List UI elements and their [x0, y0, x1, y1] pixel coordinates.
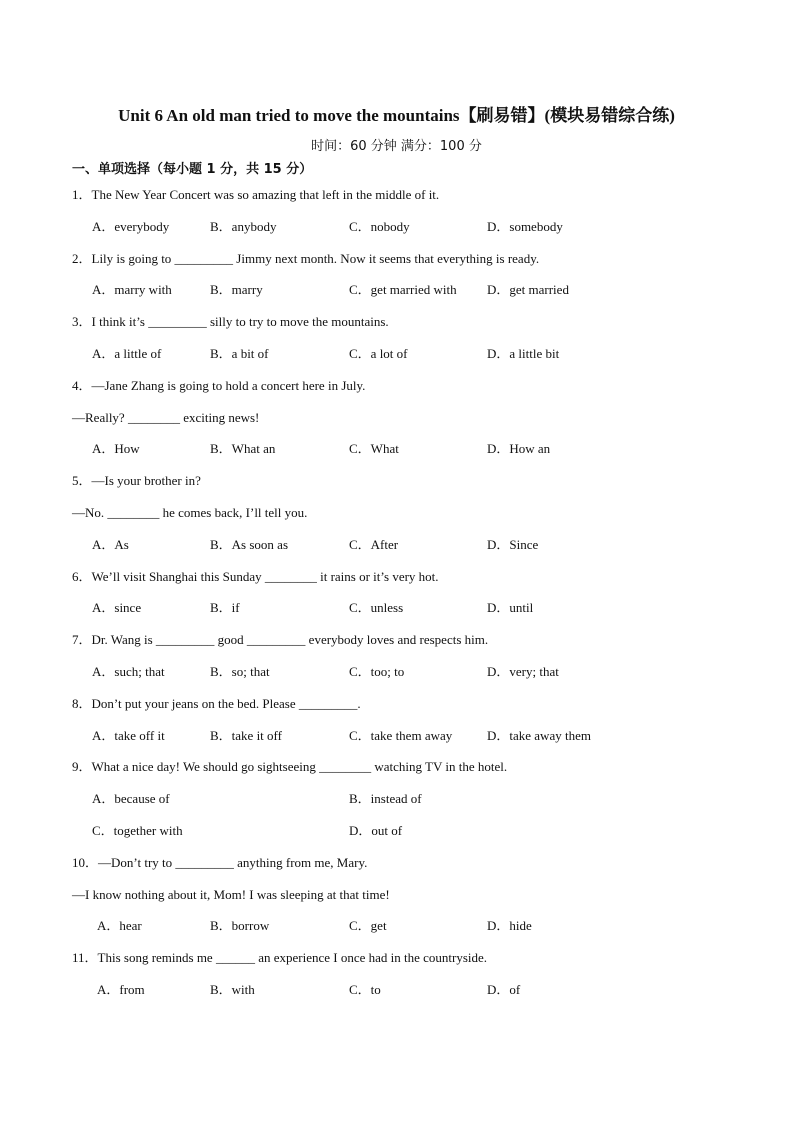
- option-b[interactable]: B．marry: [210, 282, 263, 298]
- question-stem: 1．The New Year Concert was so amazing that left in the middle of it.: [72, 187, 440, 202]
- option-c[interactable]: C．too; to: [349, 664, 405, 679]
- option-c[interactable]: C．together with: [92, 823, 183, 838]
- option-c[interactable]: C．What: [349, 441, 399, 457]
- option-c[interactable]: C．a lot of: [349, 346, 408, 361]
- option-a[interactable]: A．As: [92, 536, 129, 552]
- option-a[interactable]: A．since: [92, 600, 142, 616]
- question-stem: 3．I think it’s _________ silly to try to move the mountains.: [72, 314, 389, 330]
- option-d[interactable]: D．very; that: [487, 664, 559, 679]
- option-b[interactable]: B．instead of: [349, 791, 422, 807]
- question-dialogue-line: —I know nothing about it, Mom! I was sleeping at that time!: [72, 886, 390, 902]
- option-c[interactable]: C．After: [349, 536, 399, 552]
- option-a[interactable]: A．such; that: [92, 664, 165, 679]
- option-b[interactable]: B．What an: [210, 441, 276, 457]
- worksheet-title: Unit 6 An old man tried to move the mountains【刷易错】(模块易错综合练): [118, 106, 675, 125]
- question-stem: 11．This song reminds me ______ an experience I once had in the countryside.: [72, 950, 488, 966]
- option-c[interactable]: C．get: [349, 918, 387, 934]
- option-d[interactable]: D．out of: [349, 823, 403, 838]
- question-stem: 7．Dr. Wang is _________ good _________ everybody loves and respects him.: [72, 632, 489, 648]
- option-a[interactable]: A．hear: [97, 918, 142, 934]
- option-b[interactable]: B．so; that: [210, 664, 270, 679]
- option-b[interactable]: B．take it off: [210, 727, 282, 743]
- option-b[interactable]: B．borrow: [210, 918, 270, 934]
- option-c[interactable]: C．unless: [349, 600, 404, 616]
- option-d[interactable]: D．get married: [487, 282, 569, 298]
- question-dialogue-line: —Really? ________ exciting news!: [72, 409, 260, 425]
- option-c[interactable]: C．to: [349, 982, 381, 997]
- question-stem: 8．Don’t put your jeans on the bed. Please _________.: [72, 695, 361, 711]
- option-a[interactable]: A．everybody: [92, 218, 170, 234]
- option-c[interactable]: C．get married with: [349, 282, 457, 298]
- option-a[interactable]: A．How: [92, 441, 140, 457]
- option-d[interactable]: D．of: [487, 982, 521, 997]
- option-c[interactable]: C．nobody: [349, 218, 410, 234]
- option-b[interactable]: B．As soon as: [210, 536, 289, 552]
- question-stem: 2．Lily is going to _________ Jimmy next month. Now it seems that everything is ready.: [72, 250, 540, 266]
- question-stem: 5．—Is your brother in?: [72, 473, 201, 489]
- option-d[interactable]: D．Since: [487, 536, 539, 552]
- option-d[interactable]: D．somebody: [487, 218, 563, 234]
- option-b[interactable]: B．if: [210, 600, 240, 616]
- option-d[interactable]: D．hide: [487, 918, 532, 934]
- option-a[interactable]: A．take off it: [92, 727, 165, 743]
- question-stem: 4．—Jane Zhang is going to hold a concert here in July.: [72, 377, 366, 393]
- option-d[interactable]: D．until: [487, 600, 534, 616]
- question-stem: 10．—Don’t try to _________ anything from me, Mary.: [72, 854, 368, 870]
- option-d[interactable]: D．How an: [487, 441, 551, 457]
- option-c[interactable]: C．take them away: [349, 727, 453, 743]
- option-d[interactable]: D．a little bit: [487, 346, 560, 361]
- question-stem: 6．We’ll visit Shanghai this Sunday ________ it rains or it’s very hot.: [72, 568, 439, 584]
- option-a[interactable]: A．because of: [92, 791, 170, 807]
- question-dialogue-line: —No. ________ he comes back, I’ll tell you.: [72, 505, 308, 520]
- option-b[interactable]: B．with: [210, 982, 255, 997]
- option-a[interactable]: A．a little of: [92, 346, 162, 361]
- question-stem: 9．What a nice day! We should go sightseeing ________ watching TV in the hotel.: [72, 759, 508, 775]
- option-a[interactable]: A．marry with: [92, 282, 172, 298]
- section-heading: 一、单项选择（每小题 1 分，共 15 分）: [72, 162, 313, 177]
- option-d[interactable]: D．take away them: [487, 727, 591, 743]
- option-b[interactable]: B．a bit of: [210, 346, 269, 361]
- option-a[interactable]: A．from: [97, 982, 145, 997]
- time-and-score: 时间：60 分钟 满分：100 分: [311, 139, 482, 154]
- option-b[interactable]: B．anybody: [210, 218, 277, 234]
